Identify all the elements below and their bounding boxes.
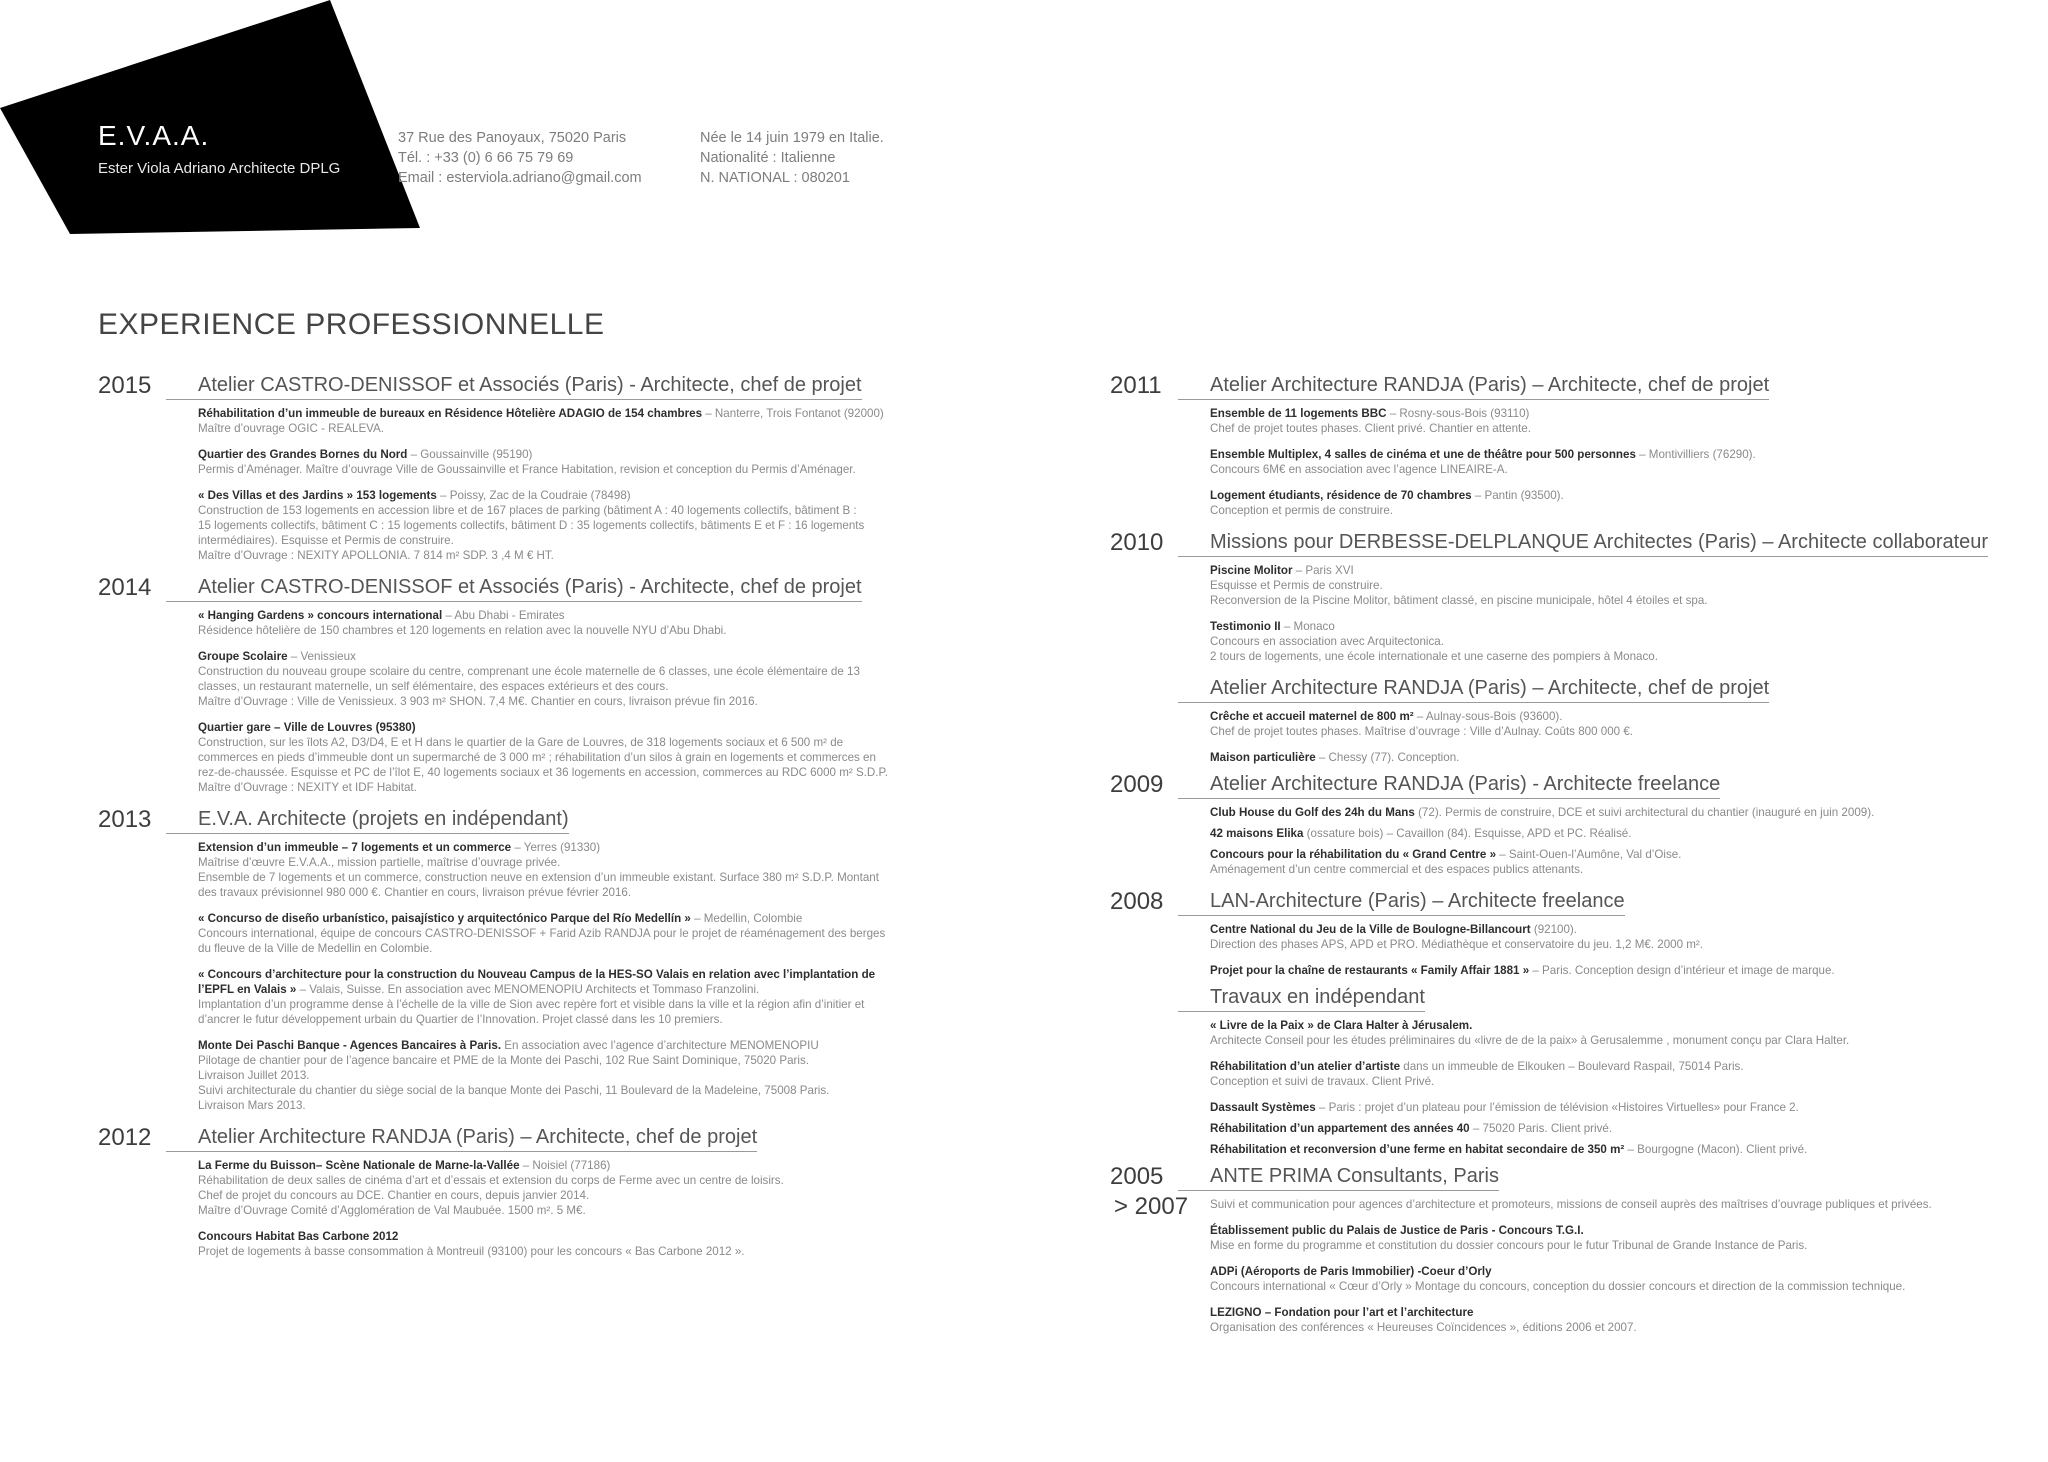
entry-location: – Chessy (77). Conception. bbox=[1315, 751, 1460, 764]
experience-entry bbox=[1210, 1018, 2010, 1048]
experience-entry bbox=[1210, 847, 2010, 877]
experience-entry bbox=[198, 649, 978, 709]
brand-logo: E.V.A.A. bbox=[98, 120, 210, 151]
entry-location: – Venissieux bbox=[287, 650, 356, 663]
entry-title: Extension d’un immeuble – 7 logements et un commerce bbox=[198, 841, 512, 854]
contact-info bbox=[398, 128, 642, 188]
entry-description: Aménagement d’un centre commercial et des espaces publics attenants. bbox=[1210, 863, 1584, 876]
entry-title: Testimonio II bbox=[1210, 620, 1281, 633]
year-label: 2011 bbox=[1110, 372, 1162, 399]
experience-entry bbox=[1210, 805, 2010, 820]
entry-description: Esquisse et Permis de construire. Reconversion de la Piscine Molitor, bâtiment classé, en piscine municipale, hôtel 4 étoiles et spa. bbox=[1210, 579, 1708, 607]
entry-title: Crêche et accueil maternel de 800 m² bbox=[1210, 710, 1414, 723]
entries-list bbox=[1210, 1018, 2010, 1157]
company-title: E.V.A. Architecte (projets en indépendant) bbox=[198, 806, 569, 834]
experience-block bbox=[1110, 1163, 2010, 1335]
entry-description: Pilotage de chantier pour de l’agence bancaire et PME de la Monte dei Paschi, 102 Rue Saint Dominique, 75020 Paris. Livraison Juillet 2013. Suivi architecturale du chantier du siège social de la banque Monte dei Paschi, 11 Boulevard de la Madeleine, 75008 Paris. Livraison Mars 2013. bbox=[198, 1054, 830, 1112]
experience-block bbox=[1110, 529, 2010, 664]
experience-entry bbox=[198, 488, 978, 563]
company-title: Atelier Architecture RANDJA (Paris) – Architecte, chef de projet bbox=[198, 1124, 757, 1152]
company-title: Atelier Architecture RANDJA (Paris) – Architecte, chef de projet bbox=[1210, 372, 1769, 400]
entry-location: – Nanterre, Trois Fontanot (92000) bbox=[702, 407, 884, 420]
entry-title: « Livre de la Paix » de Clara Halter à Jérusalem. bbox=[1210, 1019, 1473, 1032]
company-title: ANTE PRIMA Consultants, Paris bbox=[1210, 1163, 1499, 1191]
entry-description: Construction, sur les îlots A2, D3/D4, E et H dans le quartier de la Gare de Louvres, de 318 logements sociaux et 6 500 m² de commerces en pieds d’immeuble dont un supermarché de 3 000 m² ; réhabilitation d’un silos à grain en logements et commerces en rez-de-chaussée. Esquisse et PC de l’îlot E, 40 logements sociaux et 36 logements en accession, commerces au RDC 6000 m² S.D.P. Maître d’Ouvrage : NEXITY et IDF Habitat. bbox=[198, 736, 888, 794]
experience-entry bbox=[1210, 1121, 2010, 1136]
birth-line: Née le 14 juin 1979 en Italie. bbox=[700, 130, 884, 146]
personal-info bbox=[700, 128, 884, 188]
experience-block bbox=[1110, 984, 2010, 1157]
entry-title: Ensemble de 11 logements BBC bbox=[1210, 407, 1387, 420]
experience-entry bbox=[198, 406, 978, 436]
entry-description: Maîtrise d’œuvre E.V.A.A., mission partielle, maîtrise d’ouvrage privée. Ensemble de 7 logements et un commerce, construction neuve en extension d’un immeuble existant. Surface 380 m² S.D.P. Montant des travaux prévisionnel 980 000 €. Chantier en cours, livraison prévue février 2016. bbox=[198, 856, 879, 899]
company-rule-line bbox=[1178, 556, 1210, 557]
entry-title: Réhabilitation d’un atelier d’artiste bbox=[1210, 1060, 1401, 1073]
experience-entry bbox=[1210, 750, 2010, 765]
experience-entry bbox=[1210, 1100, 2010, 1115]
entry-description: Construction du nouveau groupe scolaire du centre, comprenant une école maternelle de 6 classes, une école élémentaire de 13 classes, un restaurant maternelle, un self élémentaire, des espaces extérieurs et des cours. Maître d’Ouvrage : Ville de Venissieux. 3 903 m² SHON. 7,4 M€. Chantier en cours, livraison prévue fin 2016. bbox=[198, 665, 860, 708]
experience-entry bbox=[1210, 1305, 2010, 1335]
entry-description: Concours international « Cœur d’Orly » Montage du concours, conception du dossier concours et direction de la commission technique. bbox=[1210, 1280, 1906, 1293]
experience-block bbox=[98, 574, 978, 795]
entry-location: – Montivilliers (76290). bbox=[1635, 448, 1756, 461]
entry-location: (92100). bbox=[1530, 923, 1578, 936]
entries-list bbox=[1210, 805, 2010, 877]
entry-location: – Paris. Conception design d’intérieur et image de marque. bbox=[1529, 964, 1835, 977]
entry-description: Concours en association avec Arquitectonica. 2 tours de logements, une école internationale et une caserne des pompiers à Monaco. bbox=[1210, 635, 1658, 663]
entries-list bbox=[198, 840, 978, 1113]
entry-description: Permis d’Aménager. Maître d’ouvrage Ville de Goussainville et France Habitation, revision et conception du Permis d’Aménager. bbox=[198, 463, 856, 476]
entry-title: Concours Habitat Bas Carbone 2012 bbox=[198, 1230, 399, 1243]
entry-title: Réhabilitation d’un immeuble de bureaux en Résidence Hôtelière ADAGIO de 154 chambres bbox=[198, 407, 703, 420]
entry-description: Architecte Conseil pour les études préliminaires du «livre de de la paix» à Gerusalemme , monument conçu par Clara Halter. bbox=[1210, 1034, 1850, 1047]
entry-title: Projet pour la chaîne de restaurants « Family Affair 1881 » bbox=[1210, 964, 1530, 977]
entry-location: – Valais, Suisse. En association avec MENOMENOPIU Architects et Tommaso Franzolini. bbox=[296, 983, 760, 996]
entry-description: Organisation des conférences « Heureuses Coïncidences », éditions 2006 et 2007. bbox=[1210, 1321, 1637, 1334]
entries-list bbox=[1210, 563, 2010, 664]
entries-list bbox=[198, 608, 978, 795]
company-title: Atelier Architecture RANDJA (Paris) – Architecte, chef de projet bbox=[1210, 675, 1769, 703]
nationality-line: Nationalité : Italienne bbox=[700, 150, 836, 166]
entry-title: Centre National du Jeu de la Ville de Boulogne-Billancourt bbox=[1210, 923, 1531, 936]
entry-description: Chef de projet toutes phases. Maîtrise d’ouvrage : Ville d’Aulnay. Coûts 800 000 €. bbox=[1210, 725, 1633, 738]
entry-location: – Abu Dhabi - Emirates bbox=[442, 609, 565, 622]
entry-description: Implantation d’un programme dense à l’échelle de la ville de Sion avec repère fort et visible dans la ville et la région afin d’initier et d’ancrer le futur développement urbain du Quartier de l’Innovation. Projet classé dans les 10 premiers. bbox=[198, 998, 865, 1026]
year-label-end: > 2007 bbox=[1114, 1193, 1189, 1220]
entry-description: Direction des phases APS, APD et PRO. Médiathèque et conservatoire du jeu. 1,2 M€. 2000 m². bbox=[1210, 938, 1703, 951]
entries-list bbox=[1210, 709, 2010, 765]
entries-list bbox=[198, 406, 978, 563]
experience-entry bbox=[198, 1038, 978, 1113]
entry-location: – Goussainville (95190) bbox=[407, 448, 533, 461]
experience-entry bbox=[1210, 1197, 2010, 1212]
entry-location: – Rosny-sous-Bois (93110) bbox=[1386, 407, 1530, 420]
experience-entry bbox=[1210, 1059, 2010, 1089]
experience-entry bbox=[1210, 963, 2010, 978]
entry-title: Club House du Golf des 24h du Mans bbox=[1210, 806, 1415, 819]
entry-description: Suivi et communication pour agences d’architecture et promoteurs, missions de conseil auprès des maîtrises d’ouvrage publiques et privées. bbox=[1210, 1198, 1932, 1211]
entries-list bbox=[1210, 922, 2010, 978]
year-label: 2008 bbox=[1110, 888, 1164, 915]
national-id-line: N. NATIONAL : 080201 bbox=[700, 170, 850, 186]
entry-description: Réhabilitation de deux salles de cinéma d’art et d’essais et extension du corps de Ferme avec un centre de loisirs. Chef de projet du concours au DCE. Chantier en cours, depuis janvier 2014. Maître d’Ouvrage Comité d’Agglomération de Val Maubuée. 1500 m². 5 M€. bbox=[198, 1174, 784, 1217]
experience-entry bbox=[1210, 709, 2010, 739]
entry-location: – Medellin, Colombie bbox=[690, 912, 803, 925]
company-rule-line bbox=[1178, 399, 1210, 400]
experience-entry bbox=[198, 967, 978, 1027]
company-rule-line bbox=[1178, 1190, 1210, 1191]
entry-description: Construction de 153 logements en accession libre et de 167 places de parking (bâtiment A : 40 logements collectifs, bâtiment B : 15 logements collectifs, bâtiment C : 15 logements collectifs, bâtiment D : 35 logements collectifs, bâtiments E et F : 16 logements intermédiaires). Esquisse et Permis de construire. Maître d’Ouvrage : NEXITY APOLLONIA. 7 814 m² SDP. 3 ,4 M € HT. bbox=[198, 504, 865, 562]
entry-location: En association avec l’agence d’architecture MENOMENOPIU bbox=[501, 1039, 819, 1052]
company-title: Atelier Architecture RANDJA (Paris) - Architecte freelance bbox=[1210, 771, 1720, 799]
experience-entry bbox=[1210, 563, 2010, 608]
experience-entry bbox=[198, 608, 978, 638]
entry-location: (72). Permis de construire, DCE et suivi architectural du chantier (inauguré en juin 2009). bbox=[1414, 806, 1875, 819]
experience-entry bbox=[1210, 447, 2010, 477]
company-title: Atelier CASTRO-DENISSOF et Associés (Paris) - Architecte, chef de projet bbox=[198, 574, 862, 602]
entry-title: Ensemble Multiplex, 4 salles de cinéma et une de théâtre pour 500 personnes bbox=[1210, 448, 1636, 461]
entries-list bbox=[1210, 406, 2010, 518]
entry-location: – Saint-Ouen-l’Aumône, Val d’Oise. bbox=[1496, 848, 1682, 861]
entry-location: – Paris XVI bbox=[1292, 564, 1354, 577]
experience-block bbox=[1110, 675, 2010, 765]
company-rule-line bbox=[166, 399, 198, 400]
entry-title: Quartier des Grandes Bornes du Nord bbox=[198, 448, 408, 461]
experience-entry bbox=[198, 840, 978, 900]
entry-description: Conception et permis de construire. bbox=[1210, 504, 1394, 517]
entry-title: Logement étudiants, résidence de 70 chambres bbox=[1210, 489, 1472, 502]
entry-location: – Poissy, Zac de la Coudraie (78498) bbox=[436, 489, 631, 502]
experience-right-column bbox=[1110, 372, 2010, 1346]
entry-title: Réhabilitation d’un appartement des années 40 bbox=[1210, 1122, 1470, 1135]
email-line: Email : esterviola.adriano@gmail.com bbox=[398, 170, 642, 186]
entry-location: – Bourgogne (Macon). Client privé. bbox=[1624, 1143, 1808, 1156]
experience-entry bbox=[1210, 488, 2010, 518]
entry-location: – Noisiel (77186) bbox=[519, 1159, 611, 1172]
year-label: 2013 bbox=[98, 806, 152, 833]
entry-location: – Pantin (93500). bbox=[1471, 489, 1564, 502]
entry-title: 42 maisons Elika bbox=[1210, 827, 1304, 840]
entry-description: Chef de projet toutes phases. Client privé. Chantier en attente. bbox=[1210, 422, 1531, 435]
entry-title: Piscine Molitor bbox=[1210, 564, 1293, 577]
experience-block bbox=[98, 806, 978, 1113]
address-line: 37 Rue des Panoyaux, 75020 Paris bbox=[398, 130, 627, 146]
entry-location: (ossature bois) – Cavaillon (84). Esquisse, APD et PC. Réalisé. bbox=[1303, 827, 1632, 840]
experience-entry bbox=[1210, 826, 2010, 841]
entry-title: Monte Dei Paschi Banque - Agences Bancaires à Paris. bbox=[198, 1039, 502, 1052]
company-rule-line bbox=[166, 1151, 198, 1152]
entry-description: Mise en forme du programme et constitution du dossier concours pour le futur Tribunal de Grande Instance de Paris. bbox=[1210, 1239, 1808, 1252]
entry-title: Réhabilitation et reconversion d’une ferme en habitat secondaire de 350 m² bbox=[1210, 1143, 1625, 1156]
entry-description: Résidence hôtelière de 150 chambres et 120 logements en relation avec la nouvelle NYU d’Abu Dhabi. bbox=[198, 624, 727, 637]
company-rule-line bbox=[166, 601, 198, 602]
experience-block bbox=[1110, 888, 2010, 978]
experience-entry bbox=[1210, 922, 2010, 952]
year-label: 2015 bbox=[98, 372, 152, 399]
company-rule-line bbox=[1178, 1011, 1210, 1012]
brand bbox=[98, 120, 340, 177]
entry-description: Concours 6M€ en association avec l’agence LINEAIRE-A. bbox=[1210, 463, 1508, 476]
experience-entry bbox=[1210, 1223, 2010, 1253]
entry-description: Conception et suivi de travaux. Client Privé. bbox=[1210, 1075, 1435, 1088]
entries-list bbox=[198, 1158, 978, 1259]
entry-title: « Concours d’architecture pour la construction du Nouveau Campus de la HES-SO Valais en relation avec l’implantation de l’EPFL en Valais » bbox=[198, 968, 876, 996]
entries-list bbox=[1210, 1197, 2010, 1335]
entry-title: Établissement public du Palais de Justice de Paris - Concours T.G.I. bbox=[1210, 1224, 1584, 1237]
phone-line: Tél. : +33 (0) 6 66 75 79 69 bbox=[398, 150, 574, 166]
year-label: 2005 bbox=[1110, 1163, 1164, 1190]
experience-entry bbox=[198, 1229, 978, 1259]
experience-entry bbox=[198, 720, 978, 795]
experience-entry bbox=[198, 447, 978, 477]
entry-description: Maître d’ouvrage OGIC - REALEVA. bbox=[198, 422, 384, 435]
year-label: 2014 bbox=[98, 574, 152, 601]
experience-entry bbox=[1210, 1264, 2010, 1294]
entry-location: – 75020 Paris. Client privé. bbox=[1469, 1122, 1613, 1135]
company-rule-line bbox=[1178, 798, 1210, 799]
entry-location: – Aulnay-sous-Bois (93600). bbox=[1413, 710, 1563, 723]
entry-location: – Paris : projet d’un plateau pour l’émission de télévision «Histoires Virtuelles» pour France 2. bbox=[1315, 1101, 1799, 1114]
section-title: EXPERIENCE PROFESSIONNELLE bbox=[98, 308, 605, 341]
entry-title: « Hanging Gardens » concours international bbox=[198, 609, 443, 622]
company-rule-line bbox=[1178, 702, 1210, 703]
entry-title: ADPi (Aéroports de Paris Immobilier) -Coeur d’Orly bbox=[1210, 1265, 1492, 1278]
entry-title: « Des Villas et des Jardins » 153 logements bbox=[198, 489, 437, 502]
entry-location: dans un immeuble de Elkouken – Boulevard Raspail, 75014 Paris. bbox=[1400, 1060, 1744, 1073]
entry-description: Projet de logements à basse consommation à Montreuil (93100) pour les concours « Bas Carbone 2012 ». bbox=[198, 1245, 745, 1258]
brand-subtitle: Ester Viola Adriano Architecte DPLG bbox=[98, 160, 341, 177]
experience-entry bbox=[1210, 619, 2010, 664]
entry-description: Concours international, équipe de concours CASTRO-DENISSOF + Farid Azib RANDJA pour le projet de réaménagement des berges du fleuve de la Ville de Medellin en Colombie. bbox=[198, 927, 886, 955]
company-title: LAN-Architecture (Paris) – Architecte freelance bbox=[1210, 888, 1625, 916]
entry-location: – Yerres (91330) bbox=[511, 841, 601, 854]
entry-title: Concours pour la réhabilitation du « Grand Centre » bbox=[1210, 848, 1497, 861]
entry-title: Quartier gare – Ville de Louvres (95380) bbox=[198, 721, 416, 734]
company-title: Travaux en indépendant bbox=[1210, 984, 1425, 1012]
experience-entry bbox=[198, 911, 978, 956]
experience-block bbox=[1110, 372, 2010, 518]
entry-title: « Concurso de diseño urbanístico, paisajístico y arquitectónico Parque del Río Medellín » bbox=[198, 912, 691, 925]
entry-title: LEZIGNO – Fondation pour l’art et l’architecture bbox=[1210, 1306, 1474, 1319]
experience-block bbox=[1110, 771, 2010, 877]
experience-entry bbox=[198, 1158, 978, 1218]
experience-entry bbox=[1210, 406, 2010, 436]
entry-location: – Monaco bbox=[1280, 620, 1335, 633]
year-label: 2012 bbox=[98, 1124, 152, 1151]
entry-title: Maison particulière bbox=[1210, 751, 1316, 764]
company-title: Atelier CASTRO-DENISSOF et Associés (Paris) - Architecte, chef de projet bbox=[198, 372, 862, 400]
experience-left-column bbox=[98, 372, 978, 1270]
entry-title: La Ferme du Buisson– Scène Nationale de Marne-la-Vallée bbox=[198, 1159, 520, 1172]
entry-title: Dassault Systèmes bbox=[1210, 1101, 1316, 1114]
experience-entry bbox=[1210, 1142, 2010, 1157]
experience-block bbox=[98, 372, 978, 563]
entry-title: Groupe Scolaire bbox=[198, 650, 288, 663]
year-label: 2009 bbox=[1110, 771, 1164, 798]
experience-block bbox=[98, 1124, 978, 1259]
year-label: 2010 bbox=[1110, 529, 1164, 556]
company-rule-line bbox=[1178, 915, 1210, 916]
company-rule-line bbox=[166, 833, 198, 834]
company-title: Missions pour DERBESSE-DELPLANQUE Architectes (Paris) – Architecte collaborateur bbox=[1210, 529, 1988, 557]
